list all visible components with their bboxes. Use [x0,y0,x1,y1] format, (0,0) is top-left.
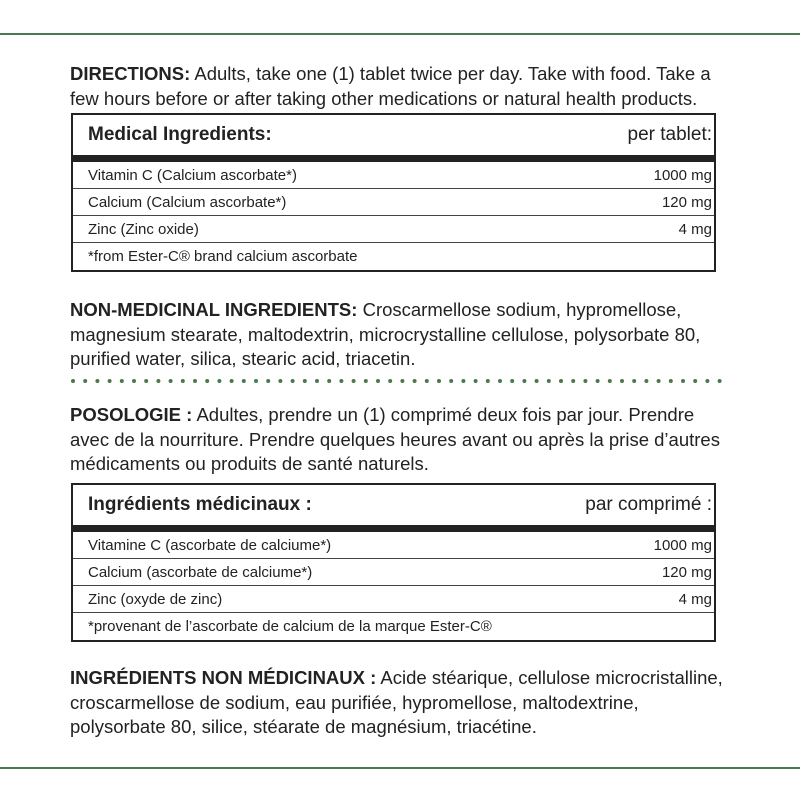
divider-dot [254,379,258,383]
divider-dot [705,379,709,383]
divider-dot [169,379,173,383]
divider-dot [632,379,636,383]
divider-dot [583,379,587,383]
table-footnote: *provenant de l’ascorbate de calcium de la marque Ester-C® [88,618,492,635]
divider-dot [376,379,380,383]
divider-dot [193,379,197,383]
ingredient-name: Zinc (Zinc oxide) [88,220,199,238]
ingredient-name: Vitamine C (ascorbate de calciume*) [88,536,332,554]
divider-dot [266,379,270,383]
directions-en-text: Adults, take one (1) tablet twice per day. Take with food. Take a few hours before or after taking other medications or natural health products. [70,63,711,109]
table-row [73,189,714,216]
divider-dot [291,379,295,383]
divider-dot [71,379,75,383]
ingredient-name: Zinc (oxyde de zinc) [88,590,223,608]
non-medicinal-fr-text: Acide stéarique, cellulose microcristalline, croscarmellose de sodium, eau purifiée, hypromellose, maltodextrine, polysorbate 80, silice, stéarate de magnésium, triacétine. [70,667,723,737]
ingredient-name: Vitamin C (Calcium ascorbate*) [88,166,297,184]
ingredient-name: Calcium (ascorbate de calciume*) [88,563,313,581]
divider-dot [449,379,453,383]
divider-dot [522,379,526,383]
medical-ingredients-table-en [71,113,716,272]
divider-dot [132,379,136,383]
divider-dot [644,379,648,383]
table-row [73,162,714,189]
directions-en-label: DIRECTIONS: [70,63,191,84]
dotted-divider [71,377,731,385]
table-header-title: Ingrédients médicinaux : [88,494,312,515]
divider-dot [303,379,307,383]
table-header [73,485,714,532]
divider-dot [144,379,148,383]
divider-dot [425,379,429,383]
table-header-title: Medical Ingredients: [88,124,272,145]
divider-dot [217,379,221,383]
divider-dot [571,379,575,383]
table-header-unit: par comprimé : [585,494,712,515]
divider-dot [352,379,356,383]
table-header-unit: per tablet: [627,124,712,145]
divider-dot [156,379,160,383]
ingredient-amount: 120 mg [661,563,712,581]
bottom-green-rule [0,767,800,769]
divider-dot [620,379,624,383]
divider-dot [242,379,246,383]
divider-dot [669,379,673,383]
divider-dot [278,379,282,383]
divider-dot [559,379,563,383]
ingredient-amount: 120 mg [661,193,712,211]
non-medicinal-ingredients-en [70,298,730,372]
divider-dot [230,379,234,383]
divider-dot [681,379,685,383]
divider-dot [205,379,209,383]
directions-en [70,62,730,111]
table-row [73,532,714,559]
posologie-fr [70,403,730,477]
table-row [73,216,714,243]
divider-dot [596,379,600,383]
table-header [73,115,714,162]
table-footnote: *from Ester-C® brand calcium ascorbate [88,248,358,265]
divider-dot [364,379,368,383]
divider-dot [95,379,99,383]
ingredient-amount: 4 mg [678,220,712,238]
posologie-fr-text: Adultes, prendre un (1) comprimé deux fois par jour. Prendre avec de la nourriture. Prendre quelques heures avant ou après la prise d’autres médicaments ou produits de santé naturels. [70,404,720,474]
ingredient-amount: 4 mg [678,590,712,608]
posologie-fr-label: POSOLOGIE : [70,404,193,425]
divider-dot [400,379,404,383]
table-row [73,586,714,613]
divider-dot [498,379,502,383]
divider-dot [339,379,343,383]
divider-dot [608,379,612,383]
non-medicinal-en-label: NON-MEDICINAL INGREDIENTS: [70,299,358,320]
top-green-rule [0,33,800,35]
divider-dot [535,379,539,383]
divider-dot [413,379,417,383]
divider-dot [461,379,465,383]
divider-dot [181,379,185,383]
divider-dot [437,379,441,383]
ingredient-name: Calcium (Calcium ascorbate*) [88,193,287,211]
divider-dot [486,379,490,383]
ingredient-amount: 1000 mg [653,166,712,184]
non-medicinal-fr-label: INGRÉDIENTS NON MÉDICINAUX : [70,667,377,688]
medical-ingredients-table-fr [71,483,716,642]
divider-dot [327,379,331,383]
non-medicinal-en-text: Croscarmellose sodium, hypromellose, magnesium stearate, maltodextrin, microcrystalline cellulose, polysorbate 80, purified water, silica, stearic acid, triacetin. [70,299,701,369]
divider-dot [120,379,124,383]
non-medicinal-ingredients-fr [70,666,730,740]
divider-dot [474,379,478,383]
divider-dot [693,379,697,383]
divider-dot [510,379,514,383]
divider-dot [388,379,392,383]
divider-dot [547,379,551,383]
table-row [73,559,714,586]
divider-dot [657,379,661,383]
divider-dot [718,379,722,383]
divider-dot [83,379,87,383]
divider-dot [108,379,112,383]
ingredient-amount: 1000 mg [653,536,712,554]
divider-dot [315,379,319,383]
